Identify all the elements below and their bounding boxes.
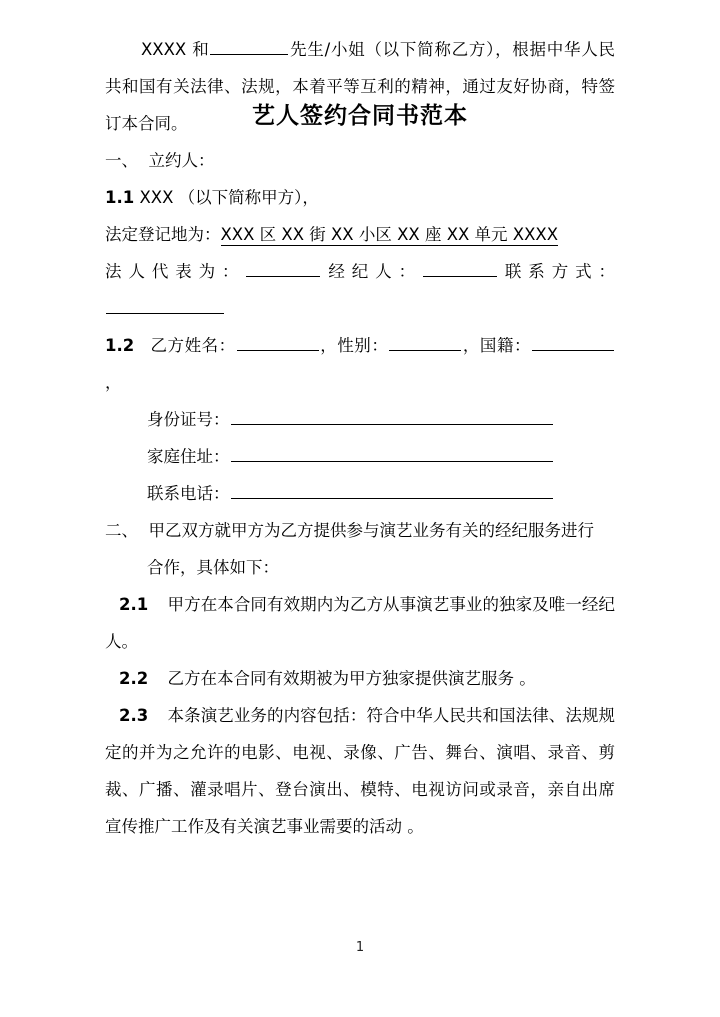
gender-field[interactable]: [389, 334, 461, 352]
legal-rep-blank[interactable]: [246, 260, 320, 278]
phone-line: [105, 475, 615, 512]
clause-2-3: [105, 697, 615, 845]
gender-sep: ，性别：: [319, 336, 389, 355]
id-number-label: 身份证号：: [147, 410, 230, 429]
agent-blank[interactable]: [423, 260, 497, 278]
registered-address-label: 法定登记地为：: [105, 225, 221, 244]
home-address-label: 家庭住址：: [147, 447, 230, 466]
preamble-rest: 先生/小姐（以下简称乙方），根据中华人民共和国有关法律、法规，本着平等互利的精神，通过友好协商，特签订本合同。: [105, 40, 615, 133]
page-number: 1: [355, 940, 365, 955]
clause-2-1-number: 2.1: [119, 595, 149, 614]
page-title: 艺人签约合同书范本: [252, 103, 468, 129]
section-two-heading-line-1: [105, 512, 615, 549]
clause-1-1: [105, 179, 615, 216]
section-one-title: 立约人：: [148, 151, 215, 170]
section-one-heading: [105, 142, 615, 179]
clause-2-3-gap: [148, 697, 167, 734]
section-one-number: 一、: [105, 151, 138, 170]
clause-2-1-text: 甲方在本合同有效期内为乙方从事演艺事业的独家及唯一经纪人。: [105, 595, 615, 651]
nationality-field[interactable]: [532, 334, 614, 352]
phone-label: 联系电话：: [147, 484, 230, 503]
clause-1-2-tail: ，: [105, 373, 122, 392]
section-two-number: 二、: [105, 521, 138, 540]
document-body: [105, 0, 615, 845]
clause-1-2-number: 1.2: [105, 336, 135, 355]
phone-field[interactable]: [231, 482, 553, 500]
clause-1-1-number: 1.1: [105, 188, 135, 207]
clause-2-3-text: 本条演艺业务的内容包括：符合中华人民共和国法律、法规规定的并为之允许的电影、电视、录像、广告、舞台、演唱、录音、剪裁、广播、灌录唱片、登台演出、模特、电视访问或录音，亲自出席宣传推广工作及有关演艺事业需要的活动 。: [105, 706, 615, 836]
clause-1-1-text: XXX （以下简称甲方），: [139, 188, 319, 207]
clause-2-2: [105, 660, 615, 697]
agent-label: 经纪人：: [321, 262, 422, 281]
clause-1-2: [105, 327, 615, 401]
clause-2-2-gap: [148, 660, 167, 697]
clause-1-2-gap: [134, 327, 150, 364]
home-address-field[interactable]: [231, 445, 553, 463]
preamble-lead: XXXX 和: [141, 40, 210, 59]
nationality-sep: ，国籍：: [462, 336, 532, 355]
home-address-line: [105, 438, 615, 475]
section-two-text-1: 甲乙双方就甲方为乙方提供参与演艺业务有关的经纪服务进行: [148, 521, 594, 540]
clause-2-2-text: 乙方在本合同有效期被为甲方独家提供演艺服务 。: [167, 669, 536, 688]
contact-label: 联系方式：: [497, 262, 615, 281]
section-two-heading-line-2: 合作，具体如下：: [147, 558, 279, 577]
clause-2-3-number: 2.3: [119, 706, 149, 725]
registered-address-value[interactable]: XXX 区 XX 街 XX 小区 XX 座 XX 单元 XXXX: [220, 225, 559, 244]
id-number-line: [105, 401, 615, 438]
clause-2-1-gap: [148, 586, 167, 623]
party-b-name-field[interactable]: [237, 334, 319, 352]
clause-2-2-number: 2.2: [119, 669, 149, 688]
section-one-gap: [138, 142, 149, 179]
preamble-paragraph: [105, 31, 615, 142]
clause-2-1: [105, 586, 615, 660]
party-b-name-label: 乙方姓名：: [149, 336, 236, 355]
legal-rep-label: 法人代表为：: [105, 262, 246, 281]
registered-address-line: [105, 216, 615, 253]
id-number-field[interactable]: [231, 408, 553, 426]
party-b-name-blank[interactable]: [210, 38, 288, 56]
legal-rep-line: [105, 253, 615, 327]
contact-blank[interactable]: [106, 297, 224, 315]
section-two-gap: [138, 512, 149, 549]
